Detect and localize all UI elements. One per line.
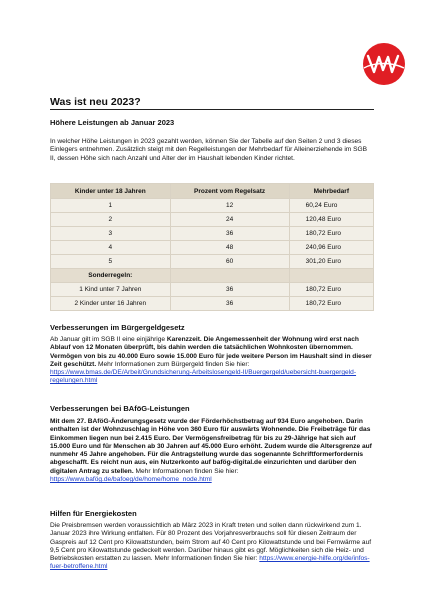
table-row xyxy=(51,283,374,297)
table-cell: 4 xyxy=(51,241,171,255)
table-cell: 3 xyxy=(51,227,171,241)
table-cell: 60,24 Euro xyxy=(289,199,373,213)
table-cell: 180,72 Euro xyxy=(289,283,373,297)
table-cell: 1 Kind unter 7 Jahren xyxy=(51,283,171,297)
table-cell: 48 xyxy=(170,241,289,255)
table-cell: 36 xyxy=(170,227,289,241)
table-header: Kinder unter 18 Jahren xyxy=(51,184,171,199)
table-cell: 60 xyxy=(170,255,289,269)
table-cell: 120,48 Euro xyxy=(289,213,373,227)
table-cell: 36 xyxy=(170,283,289,297)
text-span: Die Preisbremsen werden voraussichtlich ab März 2023 in Kraft treten und sollen dann rückwirkend zum 1. Januar 2023 ihre Wirkung entfalten. Für 80 Prozent des Vorjahresverbrauchs soll für diesen Zeitraum der Gaspreis auf 12 Cent pro Kilowattstunden, beim Strom auf 40 Cent pro Kilowattstunde und bei Fernwärme auf 9,5 Cent pro Kilowattstunde gedeckelt werden. Darüber hinaus gibt es ggf. Möglichkeiten sich die Heiz- und Betriebskosten erstatten zu lassen. Mehr Informationen finden Sie hier: xyxy=(50,522,372,563)
page-subtitle: Höhere Leistungen ab Januar 2023 xyxy=(50,118,175,127)
section-paragraph-buergergeld xyxy=(50,336,374,386)
table-cell: 24 xyxy=(170,213,289,227)
bafoeg-link[interactable]: https://www.bafög.de/bafoeg/de/home/home_node.html xyxy=(50,476,212,484)
table-cell: 1 xyxy=(51,199,171,213)
section-paragraph-bafoeg xyxy=(50,418,374,484)
text-span: Mehr Informationen zum Bürgergeld finden Sie hier: xyxy=(96,360,250,368)
energie-link[interactable]: https://www.energie-hilfe.org/de/infos-fuer-betroffene.html xyxy=(50,555,370,571)
text-span: Ab Januar gilt im SGB II eine einjährige xyxy=(50,336,167,343)
section-paragraph-energie xyxy=(50,522,374,572)
section-heading-buergergeld: Verbesserungen im Bürgergeldgesetz xyxy=(50,323,185,332)
page-title: Was ist neu 2023? xyxy=(50,96,374,110)
table-cell: 240,96 Euro xyxy=(289,241,373,255)
table-cell: 301,20 Euro xyxy=(289,255,373,269)
table-row xyxy=(51,227,374,241)
table-cell: 12 xyxy=(170,199,289,213)
text-span: Mehr Informationen finden Sie hier: xyxy=(133,467,239,475)
table-cell xyxy=(170,269,289,283)
table-cell: 5 xyxy=(51,255,171,269)
table-header: Mehrbedarf xyxy=(289,184,373,199)
table-row xyxy=(51,297,374,311)
table-cell: 36 xyxy=(170,297,289,311)
table-subheader-row xyxy=(51,269,374,283)
table-row xyxy=(51,255,374,269)
vamv-logo xyxy=(362,42,406,86)
text-span-bold: Zudem wurde die Altersgrenze auf nunmehr 45 Jahre angehoben. Für die Antragstellung wurde das sogenannte Schriftformerfordernis abgeschafft. Es reicht nun aus, ein Nutzerkonto auf bafög-digital.de einzurichten und darüber den digitalen Antrag zu stellen. xyxy=(50,442,372,475)
table-row xyxy=(51,199,374,213)
table-cell: 2 xyxy=(51,213,171,227)
section-heading-energie: Hilfen für Energiekosten xyxy=(50,509,137,518)
text-span-bold: Karenzzeit xyxy=(166,336,200,343)
section-heading-bafoeg: Verbesserungen bei BAföG-Leistungen xyxy=(50,404,190,413)
text-span-bold: Mit dem 27. BAföG-Änderungsgesetz wurde der Förderhöchstbetrag auf 934 Euro angehoben. Darin enthalten ist der Wohnzuschlag in Höhe von 360 Euro für auswärts Wohnende. xyxy=(50,418,363,434)
buergergeld-link[interactable]: https://www.bmas.de/DE/Arbeit/Grundsicherung-Arbeitslosengeld-II/Buergergeld/uebersicht-buergergeld-regelungen.html xyxy=(50,369,357,385)
intro-paragraph: In welcher Höhe Leistungen in 2023 gezahlt werden, können Sie der Tabelle auf den Seiten 2 und 3 dieses Einlegers entnehmen. Zusätzlich steigt mit den Regelleistungen der Mehrbedarf für Alleinerziehende im SGB II, dessen Höhe sich nach Anzahl und Alter der im Haushalt lebenden Kinder richtet. xyxy=(50,138,368,162)
benefits-table xyxy=(50,183,374,311)
table-header-row xyxy=(51,184,374,199)
table-cell: 2 Kinder unter 16 Jahren xyxy=(51,297,171,311)
table-cell xyxy=(289,269,373,283)
table-row xyxy=(51,241,374,255)
text-span-bold: Die Freibeträge für das Einkommen liegen nun bei 2.415 Euro. Der Vermögensfreibetrag für bis zu 29-Jährige hat sich auf 15.000 Euro und für Menschen ab 30 Jahren auf 45.000 Euro erhöht. xyxy=(50,426,371,450)
table-cell: 180,72 Euro xyxy=(289,297,373,311)
table-cell: 180,72 Euro xyxy=(289,227,373,241)
table-row xyxy=(51,213,374,227)
table-header: Prozent vom Regelsatz xyxy=(170,184,289,199)
text-span-bold: . Die Angemessenheit der Wohnung wird erst nach Ablauf von 12 Monaten überprüft, bis dahin werden die tatsächlichen Wohnkosten übernommen. Vermögen von bis zu 40.000 Euro sowie 15.000 Euro für jede weitere Person im Haushalt sind in dieser Zeit geschützt. xyxy=(50,336,372,368)
special-rules-label: Sonderregeln: xyxy=(51,269,171,283)
